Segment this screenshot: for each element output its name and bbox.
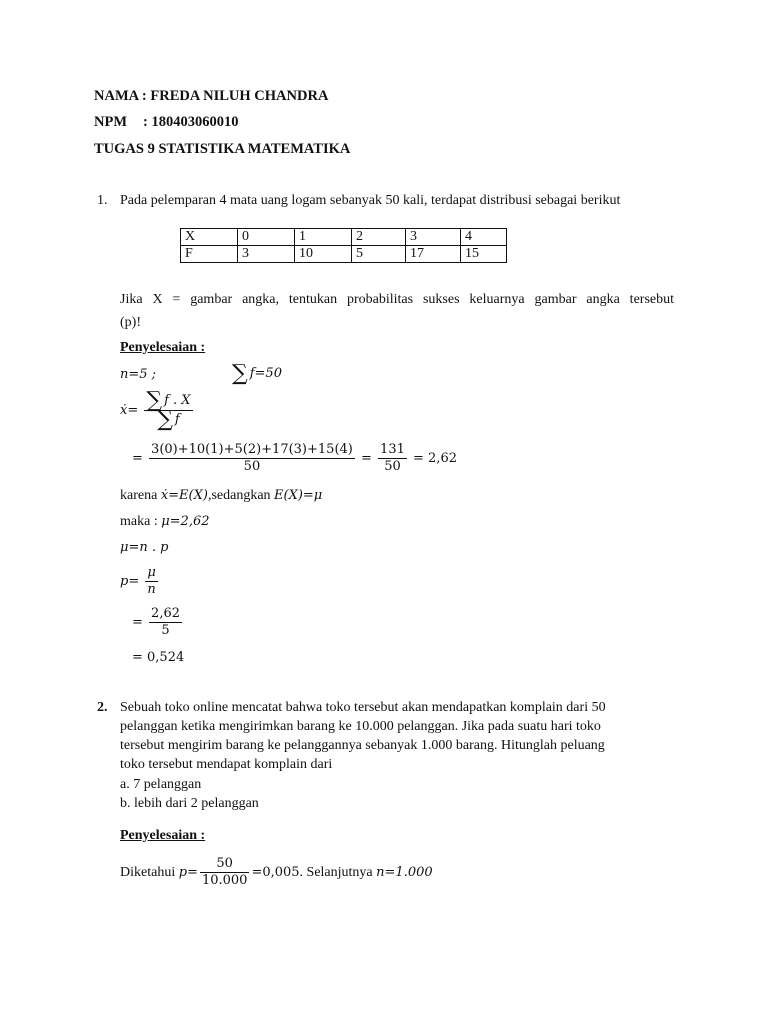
sum-f-rest: f=50	[249, 366, 282, 381]
mean-numerator-text: f . X	[164, 393, 191, 408]
p-lhs: p=	[120, 574, 140, 589]
q2-option-b: b. lebih dari 2 pelanggan	[120, 796, 259, 811]
q2-p-denominator: 10.000	[201, 873, 248, 888]
q2-p-numerator: 50	[200, 856, 250, 873]
q2-line: Sebuah toko online mencatat bahwa toko tersebut akan mendapatkan komplain dari 50	[120, 700, 606, 715]
n-equation: n=5 ;	[120, 367, 157, 382]
table-row	[181, 229, 507, 246]
equals-sign: =	[132, 615, 143, 630]
table-cell: 3	[406, 229, 461, 246]
calc-numerator: 3(0)+10(1)+5(2)+17(3)+15(4)	[151, 442, 353, 457]
sum-f-equation	[232, 361, 282, 386]
table-cell: X	[181, 229, 238, 246]
table-cell: 3	[238, 246, 295, 263]
mean-lhs: ẋ=	[120, 403, 139, 418]
p-sub-fraction	[149, 606, 182, 639]
npm-value: : 180403060010	[143, 114, 239, 130]
table-cell: 2	[352, 229, 406, 246]
sigma-symbol: ∑	[232, 361, 248, 386]
mean-denominator-text: f	[174, 412, 180, 427]
calc-fraction-2	[378, 442, 407, 475]
p-sub-denominator: 5	[161, 623, 170, 638]
q1-text: Pada pelemparan 4 mata uang logam sebanyak 50 kali, terdapat distribusi sebagai berikut	[120, 193, 621, 208]
student-name: NAMA : FREDA NILUH CHANDRA	[94, 88, 329, 104]
equals-sign: =	[132, 451, 143, 466]
q2-line: tersebut mengirim barang ke pelanggannya sebanyak 1.000 barang. Hitunglah peluang	[120, 738, 605, 753]
mean-formula	[120, 388, 195, 432]
sedangkan-text: ,sedangkan	[207, 488, 271, 503]
karena-text: karena	[120, 488, 158, 503]
assignment-title: TUGAS 9 STATISTIKA MATEMATIKA	[94, 141, 351, 157]
q2-line: pelanggan ketika mengirimkan barang ke 10.000 pelanggan. Jika pada suatu hari toko	[120, 719, 601, 734]
q1-number: 1.	[97, 193, 108, 208]
table-cell: 4	[461, 229, 507, 246]
table-row	[181, 246, 507, 263]
q1-question-line1: Jika X = gambar angka, tentukan probabilitas sukses keluarnya gambar angka tersebut	[120, 292, 674, 307]
q1-solution-label: Penyelesaian :	[120, 340, 206, 355]
sigma-symbol: ∑	[157, 407, 173, 432]
expectation-mu: E(X)=μ	[274, 488, 323, 503]
q2-n-equation: n=1.000	[376, 865, 433, 880]
sigma-symbol: ∑	[146, 388, 163, 413]
maka-line	[120, 514, 210, 530]
mean-calculation	[132, 442, 457, 475]
q2-diketahui-line	[120, 856, 433, 889]
table-cell: 17	[406, 246, 461, 263]
mu-value: μ=2,62	[161, 514, 210, 529]
p-result: = 0,524	[132, 650, 185, 665]
p-denominator: n	[147, 582, 156, 597]
calc-numerator-2: 131	[380, 442, 405, 457]
q2-solution-label: Penyelesaian :	[120, 828, 206, 843]
distribution-table	[180, 228, 507, 263]
calc-denominator-2: 50	[384, 459, 401, 474]
table-cell: F	[181, 246, 238, 263]
p-substitution	[132, 606, 184, 639]
q2-p-value: =0,005	[251, 865, 300, 880]
diketahui-text: Diketahui	[120, 865, 176, 880]
calc-fraction	[149, 442, 355, 475]
mean-expectation: ẋ=E(X)	[160, 488, 208, 503]
q2-p-lhs: p=	[178, 865, 198, 880]
calc-result: = 2,62	[413, 451, 457, 466]
selanjutnya-text: . Selanjutnya	[299, 865, 373, 880]
q2-number: 2.	[97, 700, 108, 715]
p-numerator: μ	[147, 565, 156, 580]
table-cell: 5	[352, 246, 406, 263]
equals-sign: =	[361, 451, 372, 466]
karena-line	[120, 488, 322, 504]
q2-p-formula	[178, 856, 300, 888]
mu-equation: μ=n . p	[120, 540, 169, 555]
npm-label: NPM	[94, 114, 128, 130]
table-cell: 0	[238, 229, 295, 246]
q1-question-line2: (p)!	[120, 315, 141, 330]
q2-line: toko tersebut mendapat komplain dari	[120, 757, 333, 772]
p-fraction	[145, 565, 157, 598]
q2-option-a: a. 7 pelanggan	[120, 777, 202, 792]
mean-fraction	[144, 388, 192, 432]
p-sub-numerator: 2,62	[151, 606, 180, 621]
p-formula	[120, 565, 160, 598]
table-cell: 1	[295, 229, 352, 246]
q2-p-fraction	[200, 856, 250, 889]
table-cell: 10	[295, 246, 352, 263]
maka-text: maka :	[120, 514, 158, 529]
table-cell: 15	[461, 246, 507, 263]
mean-denominator	[144, 407, 192, 432]
calc-denominator: 50	[243, 459, 261, 474]
